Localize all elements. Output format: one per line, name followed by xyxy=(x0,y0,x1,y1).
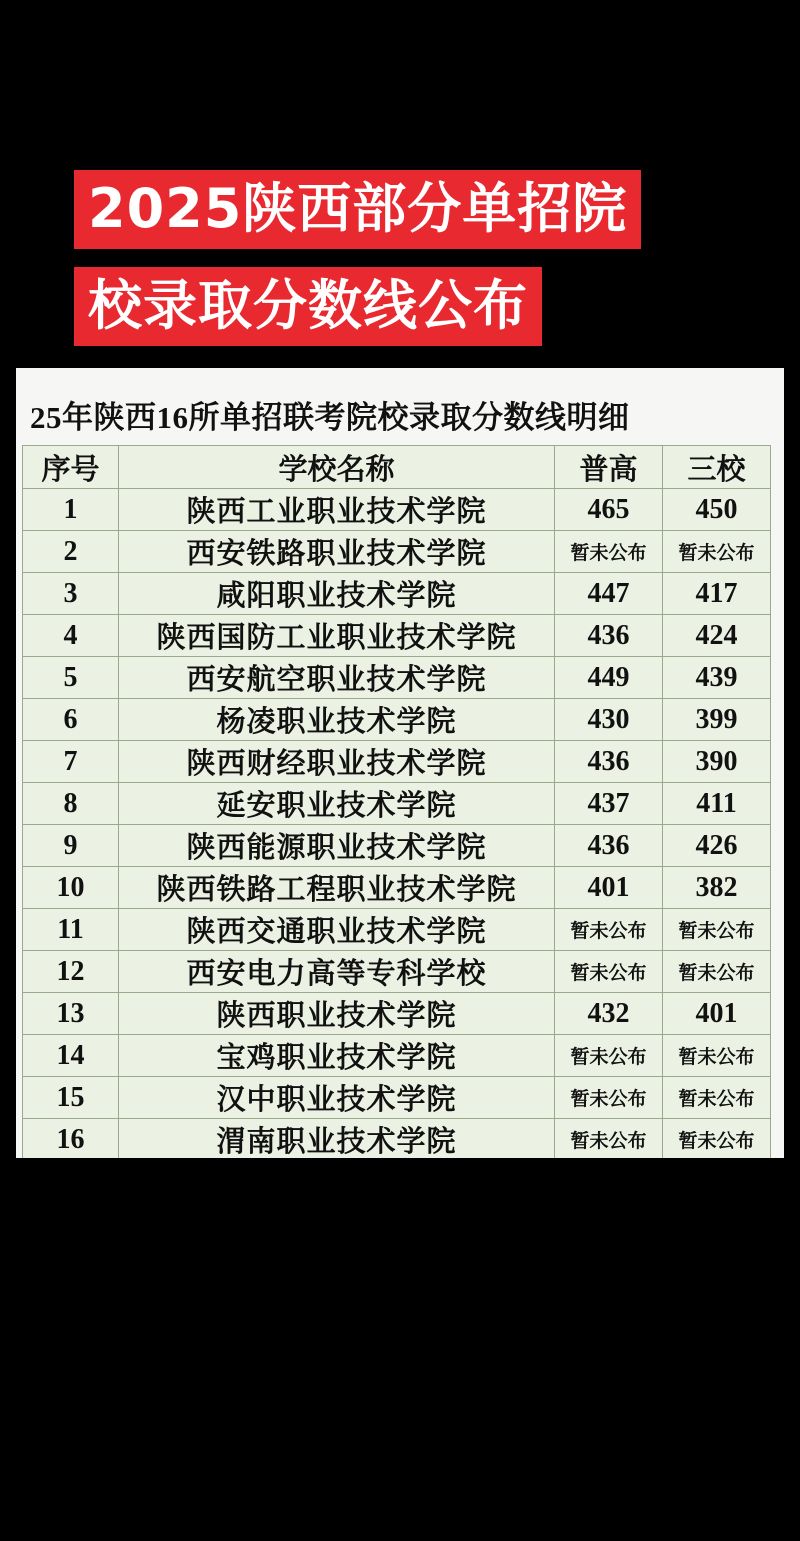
row-index: 10 xyxy=(23,867,119,909)
general-score: 暂未公布 xyxy=(555,1119,663,1161)
vocational-score: 450 xyxy=(663,489,771,531)
school-name: 杨凌职业技术学院 xyxy=(119,699,555,741)
vocational-score: 382 xyxy=(663,867,771,909)
vocational-score: 暂未公布 xyxy=(663,531,771,573)
vocational-score: 426 xyxy=(663,825,771,867)
general-score: 437 xyxy=(555,783,663,825)
school-name: 陕西交通职业技术学院 xyxy=(119,909,555,951)
general-score: 436 xyxy=(555,741,663,783)
table-header-row xyxy=(23,446,771,489)
table-row xyxy=(23,489,771,531)
general-score: 430 xyxy=(555,699,663,741)
table-row xyxy=(23,1119,771,1161)
school-name: 陕西工业职业技术学院 xyxy=(119,489,555,531)
school-name: 陕西国防工业职业技术学院 xyxy=(119,615,555,657)
school-name: 汉中职业技术学院 xyxy=(119,1077,555,1119)
row-index: 15 xyxy=(23,1077,119,1119)
general-score: 暂未公布 xyxy=(555,531,663,573)
school-name: 咸阳职业技术学院 xyxy=(119,573,555,615)
table-caption: 25年陕西16所单招联考院校录取分数线明细 xyxy=(30,400,630,435)
row-index: 3 xyxy=(23,573,119,615)
vocational-score: 411 xyxy=(663,783,771,825)
row-index: 13 xyxy=(23,993,119,1035)
row-index: 1 xyxy=(23,489,119,531)
school-name: 延安职业技术学院 xyxy=(119,783,555,825)
school-name: 陕西财经职业技术学院 xyxy=(119,741,555,783)
general-score: 436 xyxy=(555,615,663,657)
table-wrapper xyxy=(22,390,774,1161)
table-row xyxy=(23,993,771,1035)
bottom-background xyxy=(0,1158,800,1541)
table-row xyxy=(23,531,771,573)
vocational-score: 399 xyxy=(663,699,771,741)
table-row xyxy=(23,1035,771,1077)
general-score: 447 xyxy=(555,573,663,615)
row-index: 2 xyxy=(23,531,119,573)
vocational-score: 暂未公布 xyxy=(663,909,771,951)
school-name: 陕西铁路工程职业技术学院 xyxy=(119,867,555,909)
general-score: 465 xyxy=(555,489,663,531)
vocational-score: 暂未公布 xyxy=(663,1077,771,1119)
table-row xyxy=(23,951,771,993)
vocational-score: 390 xyxy=(663,741,771,783)
row-index: 16 xyxy=(23,1119,119,1161)
row-index: 5 xyxy=(23,657,119,699)
row-index: 6 xyxy=(23,699,119,741)
school-name: 陕西职业技术学院 xyxy=(119,993,555,1035)
table-row xyxy=(23,783,771,825)
row-index: 9 xyxy=(23,825,119,867)
table-row xyxy=(23,657,771,699)
school-name: 宝鸡职业技术学院 xyxy=(119,1035,555,1077)
school-name: 陕西能源职业技术学院 xyxy=(119,825,555,867)
title-row-1 xyxy=(74,170,800,249)
vocational-score: 439 xyxy=(663,657,771,699)
vocational-score: 401 xyxy=(663,993,771,1035)
row-index: 14 xyxy=(23,1035,119,1077)
title-block xyxy=(0,170,800,346)
vocational-score: 暂未公布 xyxy=(663,1119,771,1161)
table-row xyxy=(23,825,771,867)
general-score: 401 xyxy=(555,867,663,909)
column-header-vocational: 三校 xyxy=(663,446,771,489)
general-score: 暂未公布 xyxy=(555,951,663,993)
table-row xyxy=(23,615,771,657)
general-score: 449 xyxy=(555,657,663,699)
row-index: 4 xyxy=(23,615,119,657)
column-header-no: 序号 xyxy=(23,446,119,489)
vocational-score: 424 xyxy=(663,615,771,657)
school-name: 西安电力高等专科学校 xyxy=(119,951,555,993)
school-name: 西安航空职业技术学院 xyxy=(119,657,555,699)
table-row xyxy=(23,867,771,909)
vocational-score: 暂未公布 xyxy=(663,951,771,993)
column-header-school: 学校名称 xyxy=(119,446,555,489)
row-index: 11 xyxy=(23,909,119,951)
school-name: 渭南职业技术学院 xyxy=(119,1119,555,1161)
headline-line-2: 校录取分数线公布 xyxy=(74,267,542,346)
row-index: 7 xyxy=(23,741,119,783)
table-row xyxy=(23,699,771,741)
title-row-2 xyxy=(74,267,800,346)
table-row xyxy=(23,909,771,951)
school-name: 西安铁路职业技术学院 xyxy=(119,531,555,573)
score-table-card xyxy=(16,368,784,1158)
general-score: 432 xyxy=(555,993,663,1035)
admission-score-table xyxy=(22,445,771,1161)
table-row xyxy=(23,573,771,615)
table-row xyxy=(23,1077,771,1119)
column-header-general: 普高 xyxy=(555,446,663,489)
general-score: 暂未公布 xyxy=(555,909,663,951)
table-row xyxy=(23,741,771,783)
row-index: 8 xyxy=(23,783,119,825)
headline-line-1: 2025陕西部分单招院 xyxy=(74,170,641,249)
general-score: 暂未公布 xyxy=(555,1077,663,1119)
row-index: 12 xyxy=(23,951,119,993)
vocational-score: 暂未公布 xyxy=(663,1035,771,1077)
general-score: 暂未公布 xyxy=(555,1035,663,1077)
vocational-score: 417 xyxy=(663,573,771,615)
general-score: 436 xyxy=(555,825,663,867)
